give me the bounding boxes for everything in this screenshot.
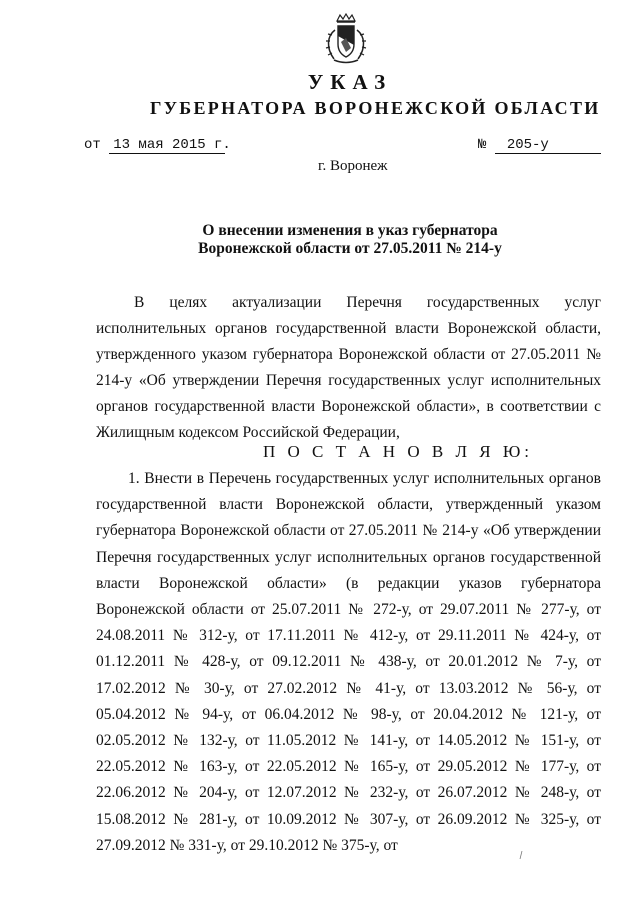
decree-word: П О С Т А Н О В Л Я Ю: xyxy=(263,442,534,461)
stray-mark-icon xyxy=(519,851,523,859)
document-date: 13 мая 2015 г. xyxy=(109,137,225,154)
number-row xyxy=(478,137,601,154)
date-row xyxy=(84,137,231,154)
item-1-paragraph: 1. Внести в Перечень государственных услуг исполнительных органов государственной власти Воронежской области, утвержденный указом губернатора Воронежской области от 27.05.2011 № 214-у «Об утверждении Перечня государственных услуг исполнительных органов государственной власти Воронежской области» (в редакции указов губернатора Воронежской области от 25.07.2011 № 272-у, от 29.07.2011 № 277-у, от 24.08.2011 № 312-у, от 17.11.2011 № 412-у, от 29.11.2011 № 424-у, от 01.12.2011 № 428-у, от 09.12.2011 № 438-у, от 20.01.2012 № 7-у, от 17.02.2012 № 30-у, от 27.02.2012 № 41-у, от 13.03.2012 № 56-у, от 05.04.2012 № 94-у, от 06.04.2012 № 98-у, от 20.04.2012 № 121-у, от 02.05.2012 № 132-у, от 11.05.2012 № 141-у, от 14.05.2012 № 151-у, от 22.05.2012 № 163-у, от 22.05.2012 № 165-у, от 29.05.2012 № 177-у, от 22.06.2012 № 204-у, от 12.07.2012 № 232-у, от 26.07.2012 № 248-у, от 15.08.2012 № 281-у, от 10.09.2012 № 307-у, от 26.09.2012 № 325-у, от 27.09.2012 № 331-у, от 29.10.2012 № 375-у, от xyxy=(96,470,601,854)
preamble-block xyxy=(96,290,601,446)
coat-of-arms-icon xyxy=(318,12,374,68)
document-type-heading: УКАЗ xyxy=(307,70,393,94)
number-prefix: № xyxy=(478,137,487,153)
date-prefix: от xyxy=(84,137,101,153)
issuer-heading: ГУБЕРНАТОРА ВОРОНЕЖСКОЙ ОБЛАСТИ xyxy=(150,98,601,118)
title-line-1: О внесении изменения в указ губернатора xyxy=(202,222,498,239)
title-line-2: Воронежской области от 27.05.2011 № 214-у xyxy=(198,240,502,257)
decree-item-1 xyxy=(96,466,601,859)
city-label: г. Воронеж xyxy=(318,158,388,174)
preamble-paragraph: В целях актуализации Перечня государственных услуг исполнительных органов государственной власти Воронежской области, утвержденного указом губернатора Воронежской области от 27.05.2011 № 214-у «Об утверждении Перечня государственных услуг исполнительных органов государственной власти Воронежской области», в соответствии с Жилищным кодексом Российской Федерации, xyxy=(96,294,601,441)
document-title xyxy=(150,222,550,258)
document-number: 205-у xyxy=(495,137,601,154)
